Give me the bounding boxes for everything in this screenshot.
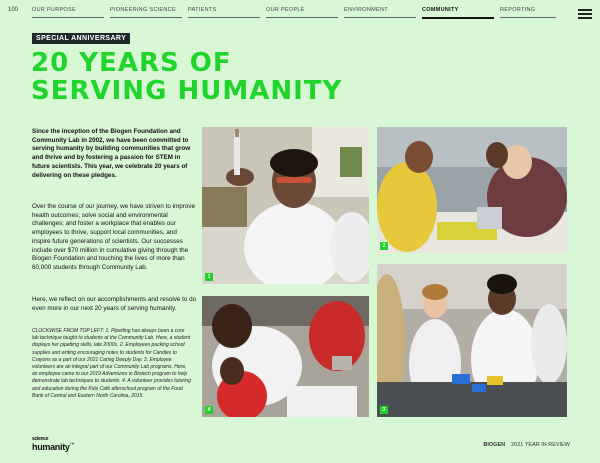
photo-student-pipetting [202,127,369,284]
hamburger-menu-icon[interactable] [578,9,592,19]
photo-volunteer-tutoring [202,296,369,417]
body-paragraph-1: Over the course of our journey, we have striven to improve health outcomes; solve social and environmental challenges; and foster a workplace that enables our employees to thrive, support local communities, and inspire future generations of scientists. Our successes include over $70 million in cumulative giving through the Biogen Foundation and touching the lives of more than 60,000 students through Community Lab. [32,203,195,271]
nav-community[interactable]: COMMUNITY [422,7,494,19]
body-paragraph-2: Here, we reflect on our accomplishments and resolve to do even more in our next 20 years of serving humanity. [32,296,197,312]
nav-reporting[interactable]: REPORTING [500,7,556,18]
footer-report-label [483,442,570,448]
headline-line-2: SERVING HUMANITY [31,76,343,106]
photo-number-2: 2 [380,242,388,250]
intro-paragraph: Since the inception of the Biogen Foundation and Community Lab in 2002, we have been committed to serving humanity by building communities that grow and thrive and by fostering a passion for STEM in future scientists. This year, we celebrate 20 years of delivering on these pledges. [32,128,191,179]
photo-number-4: 4 [205,406,213,414]
footer-report-title: 2021 YEAR IN REVIEW [511,442,570,448]
photo-employees-packing [377,127,567,253]
nav-environment[interactable]: ENVIRONMENT [344,7,416,18]
nav-our-people[interactable]: OUR PEOPLE [266,7,338,18]
special-anniversary-tag: SPECIAL ANNIVERSARY [32,33,130,44]
nav-pioneering-science[interactable]: PIONEERING SCIENCE [110,7,182,18]
page-number: 100 [8,7,19,13]
nav-our-purpose[interactable]: OUR PURPOSE [32,7,104,18]
photo-lab-demonstration [377,264,567,417]
logo-small-text: science [32,436,49,442]
nav-patients[interactable]: PATIENTS [188,7,260,18]
logo-trademark: ™ [69,442,75,448]
headline-line-1: 20 YEARS OF [31,48,232,78]
page-headline [31,49,342,105]
photo-number-1: 1 [205,273,213,281]
photo-number-3: 3 [380,406,388,414]
science-humanity-logo [32,437,74,452]
top-navigation [0,0,600,22]
photo-caption: CLOCKWISE FROM TOP LEFT: 1. Pipetting has always been a core lab technique taught to students at the Community Lab. Here, a student displays her pipetting skills, late 2000s. 2. Employees packing school supplies and writing encouraging notes to students for Candles to Crayons as a part of our 2021 Caring Deeply Day. 3. Employee volunteers are an integral part of our Community Lab programs. Here, an employee came to our 2019 Adventures in Biotech program to help demonstrate lab techniques to students. 4. A volunteer provides tutoring and education during the Kids Café afterschool program of the Food Bank of Central and Eastern North Carolina, 2015. [32,328,191,399]
footer-brand: BIOGEN [483,442,506,448]
logo-big-text: humanity [32,442,70,452]
